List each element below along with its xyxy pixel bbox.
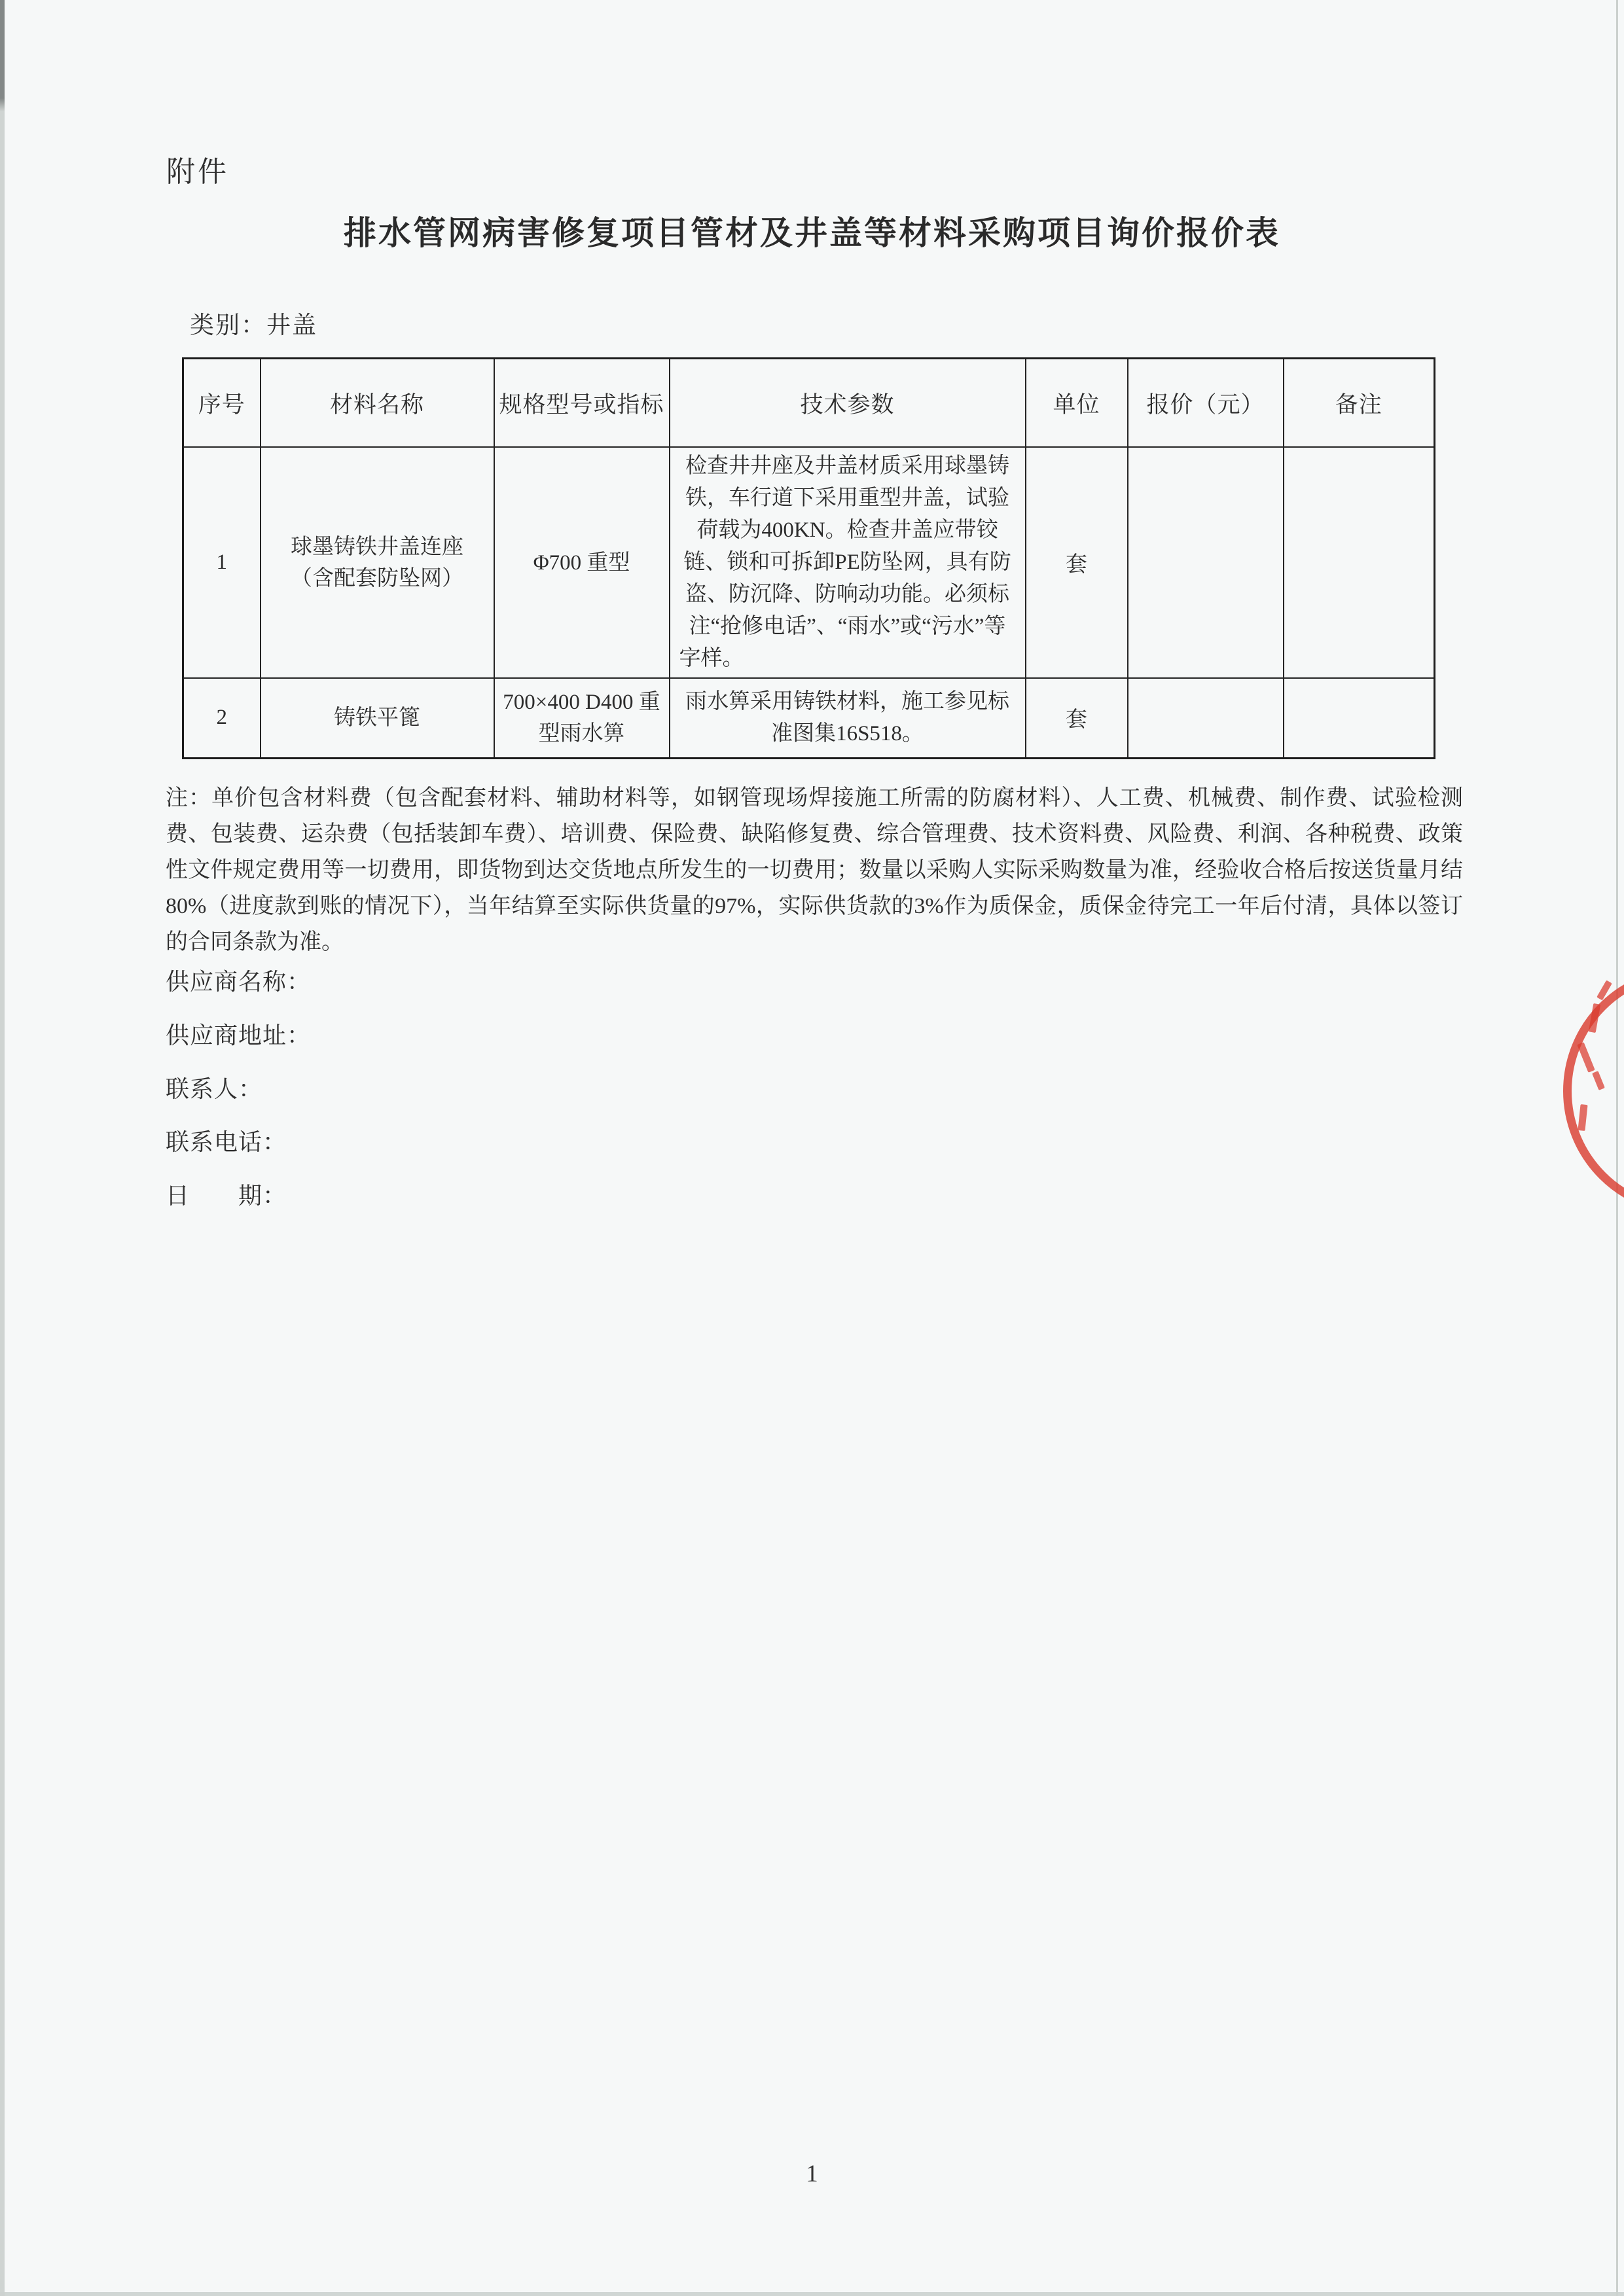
cell-spec: 700×400 D400 重型雨水箅 [494,678,670,758]
cell-material-name: 球墨铸铁井盖连座（含配套防坠网） [261,447,494,678]
category-label: 类别：井盖 [190,312,317,339]
supplier-name-label: 供应商名称： [166,969,312,995]
attachment-label: 附件 [166,156,229,188]
cell-seq: 1 [183,447,261,678]
scan-left-edge-artifact [0,0,5,2296]
cell-material-name: 铸铁平篦 [261,678,494,758]
contact-person-label: 联系人： [166,1076,263,1102]
header-spec: 规格型号或指标 [494,359,670,448]
cell-unit: 套 [1026,447,1128,678]
cell-price-empty [1128,447,1284,678]
table-header-row [183,359,1435,448]
header-price: 报价（元） [1128,359,1284,448]
cell-tech-params: 雨水箅采用铸铁材料，施工参见标准图集16S518。 [670,678,1026,758]
quotation-table [182,357,1435,759]
contact-phone-label: 联系电话： [166,1129,287,1155]
header-seq: 序号 [183,359,261,448]
cell-tech-params: 检查井井座及井盖材质采用球墨铸铁，车行道下采用重型井盖，试验荷载为400KN。检查井盖应带铰链、锁和可拆卸PE防坠网，具有防盗、防沉降、防响动功能。必须标注“抢修电话”、“雨水”或“污水”等字样。 [670,447,1026,678]
header-unit: 单位 [1026,359,1128,448]
notes-paragraph: 注：单价包含材料费（包含配套材料、辅助材料等，如钢管现场焊接施工所需的防腐材料）、人工费、机械费、制作费、试验检测费、包装费、运杂费（包括装卸车费）、培训费、保险费、缺陷修复费、综合管理费、技术资料费、风险费、利润、各种税费、政策性文件规定费用等一切费用，即货物到达交货地点所发生的一切费用；数量以采购人实际采购数量为准，经验收合格后按送货量月结80%（进度款到账的情况下），当年结算至实际供货量的97%，实际供货款的3%作为质保金，质保金待完工一年后付清，具体以签订的合同条款为准。 [166,786,1463,954]
cell-spec: Φ700 重型 [494,447,670,678]
cell-remark-empty [1284,678,1435,758]
cell-unit: 套 [1026,678,1128,758]
header-tech-params: 技术参数 [670,359,1026,448]
scan-bottom-edge-artifact [0,2292,1624,2296]
page-title: 排水管网病害修复项目管材及井盖等材料采购项目询价报价表 [344,215,1280,251]
cell-remark-empty [1284,447,1435,678]
header-material-name: 材料名称 [261,359,494,448]
date-label: 日 期： [166,1183,287,1209]
table-row [183,678,1435,758]
header-remark: 备注 [1284,359,1435,448]
supplier-address-label: 供应商地址： [166,1022,312,1049]
cell-price-empty [1128,678,1284,758]
table-row [183,447,1435,678]
page-number: 1 [806,2161,818,2187]
cell-seq: 2 [183,678,261,758]
